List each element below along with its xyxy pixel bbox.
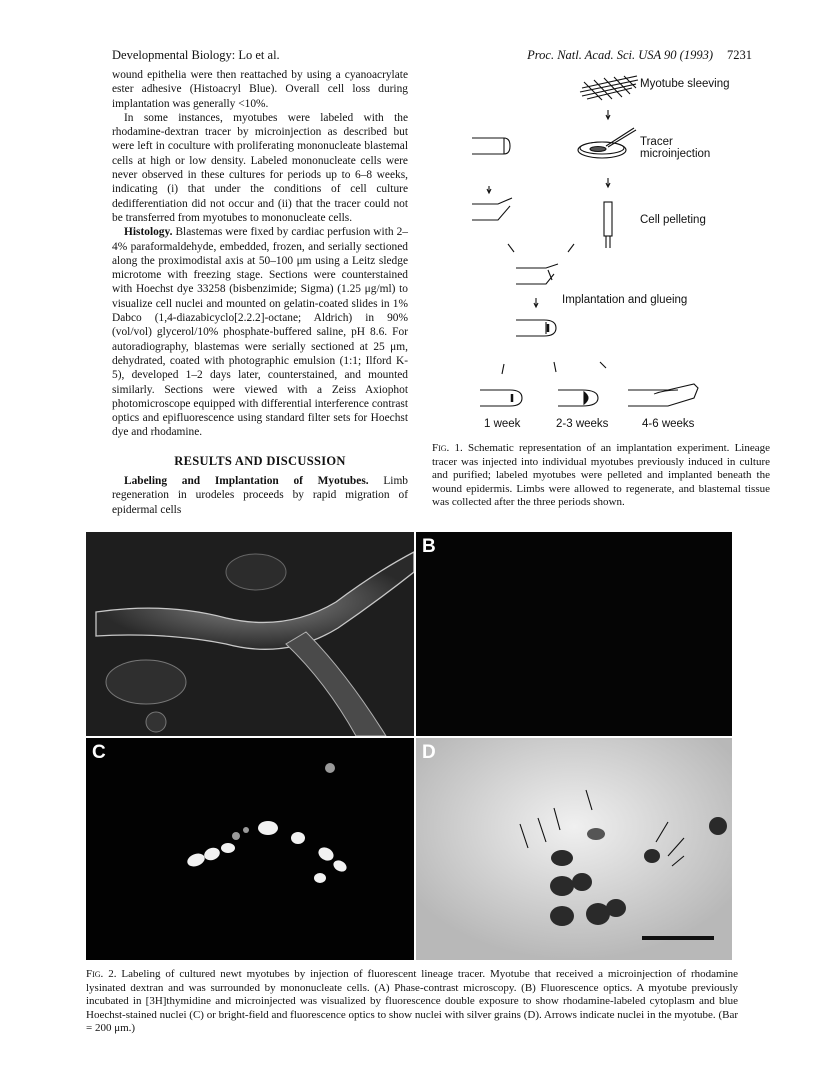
histology-text: Blastemas were fixed by cardiac perfusion with 2–4% paraformaldehyde, embedded, frozen, and serially sectioned along the proximodistal axis at 50–100 μm using a Leitz sledge microtome with freezing stage. Sections were counterstained with Hoechst dye 33258 (bisbenzimide; Sigma) (1.25 μg/ml) to visualize cell nuclei and mounted on gelatin-coated slides in 1% Dabco (1,4-diazabicyclo[2.2.2]-octane; Aldrich) in 90% (vol/vol) glycerol/10% phosphate-buffered saline, pH 8.6. For autoradiography, blastemas were serially sectioned at 25 μm, dehydrated, coated with photographic emulsion (1:1; Ilford K-5), developed 1–2 days later, counterstained, and mounted similarly. Sections were viewed with a Zeiss Axiophot photomicroscope equipped with differential interference contrast optics and epifluorescence using standard filter sets for Hoechst dye and rhodamine. [112,226,408,439]
limb-outline-2 [472,198,512,220]
label-1-week: 1 week [484,418,521,430]
histology-paragraph [112,225,408,439]
scale-bar [642,936,714,940]
left-text-column [112,68,408,517]
autoradiography-image [416,738,732,960]
label-cell-pelleting: Cell pelleting [640,214,706,226]
panel-label-c: C [92,742,106,763]
arrow-diag-1 [508,244,514,252]
petri-dish-icon [578,128,636,158]
section-title: RESULTS AND DISCUSSION [174,453,346,468]
figure1-schematic [432,68,768,440]
arrow-diag-5 [600,362,606,368]
label-myotube-sleeving: Myotube sleeving [640,78,730,90]
figure1-caption-text: Schematic representation of an implantation experiment. Lineage tracer was injected into individual myotubes previously induced in culture and purified; labeled myotubes were pelleted and implanted beneath the wound epidermis. Limbs were allowed to regenerate, and blastemal tissue was collected after the three periods shown. [432,442,771,509]
arrow-down-3 [606,178,610,187]
limb-4-6-weeks [628,384,698,406]
results-text: Limb regeneration in urodeles proceeds by rapid migration of epidermal cells [112,475,408,516]
limb-outline-4 [516,320,556,336]
label-tracer: Tracer [640,136,673,148]
header-right [527,48,752,63]
limb-outline-3 [516,264,558,284]
myotube-mesh-icon [580,76,638,100]
arrow-down-2 [487,186,491,193]
running-header [112,48,752,64]
fluorescence-nuclei-image [86,738,414,960]
label-4-6-weeks: 4-6 weeks [642,418,695,430]
pellet-tube-icon [604,202,612,248]
page-number: 7231 [727,48,752,62]
paragraph-2: In some instances, myotubes were labeled with the rhodamine-dextran tracer by microinjection as described but were left in coculture with proliferating mononucleate blastemal cells at high or low density. Labeled mononucleate cells were never observed in these cultures for periods up to 6–8 weeks, indicating (i) that under the conditions of cell culture dedifferentiation did not occur and (ii) that the tracer could not be transferred from myotubes to mononucleate cells. [112,111,408,224]
paragraph-1: wound epithelia were then reattached by using a cyanoacrylate ester adhesive (Histoacryl Blue). Overall cell loss during implantation was generally <10%. [112,69,408,110]
figure2-caption [86,968,738,1036]
figure2-caption-text: Labeling of cultured newt myotubes by injection of fluorescent lineage tracer. Myotube that received a microinjection of rhodamine lysinated dextran and was surrounded by mononucleate cells. (A) Phase-contrast microscopy. (B) Fluorescence optics. A myotube previously incubated in [3H]thymidine and microinjected was visualized by fluorescence double exposure to show rhodamine-labeled cytoplasm and blue Hoechst-stained nuclei (C) or bright-field and fluorescence optics to show nuclei with silver grains (D). Arrows indicate nuclei in the myotube. (Bar = 200 μm.) [86,968,739,1035]
panel-label-d: D [422,742,436,763]
header-left: Developmental Biology: Lo et al. [112,48,280,62]
figure1-drawing [432,68,768,440]
arrow-diag-3 [502,364,504,374]
label-microinjection: microinjection [640,148,711,160]
results-heading: Labeling and Implantation of Myotubes. [124,475,369,488]
arrow-diag-2 [568,244,574,252]
arrow-down-1 [606,110,610,119]
arrow-down-4 [534,298,538,307]
label-implantation: Implantation and glueing [562,294,688,306]
histology-heading: Histology. [124,226,173,239]
figure1-caption [432,442,770,510]
limb-1-week [480,390,522,406]
journal-citation: Proc. Natl. Acad. Sci. USA 90 (1993) [527,48,713,62]
label-2-3-weeks: 2-3 weeks [556,418,609,430]
limb-2-3-weeks [558,390,598,406]
figure2-panel-d [416,738,732,960]
results-paragraph [112,474,408,517]
panel-label-b: B [422,536,436,557]
figure1-caption-label: Fig. 1. [432,442,463,454]
figure2-panel-c [86,738,414,960]
figure2-panel-a [86,532,414,736]
figure2-caption-label: Fig. 2. [86,968,117,980]
limb-outline-1 [472,138,510,154]
phase-contrast-image [86,532,414,736]
arrow-diag-4 [554,362,556,372]
figure2-panel-b [416,532,732,736]
